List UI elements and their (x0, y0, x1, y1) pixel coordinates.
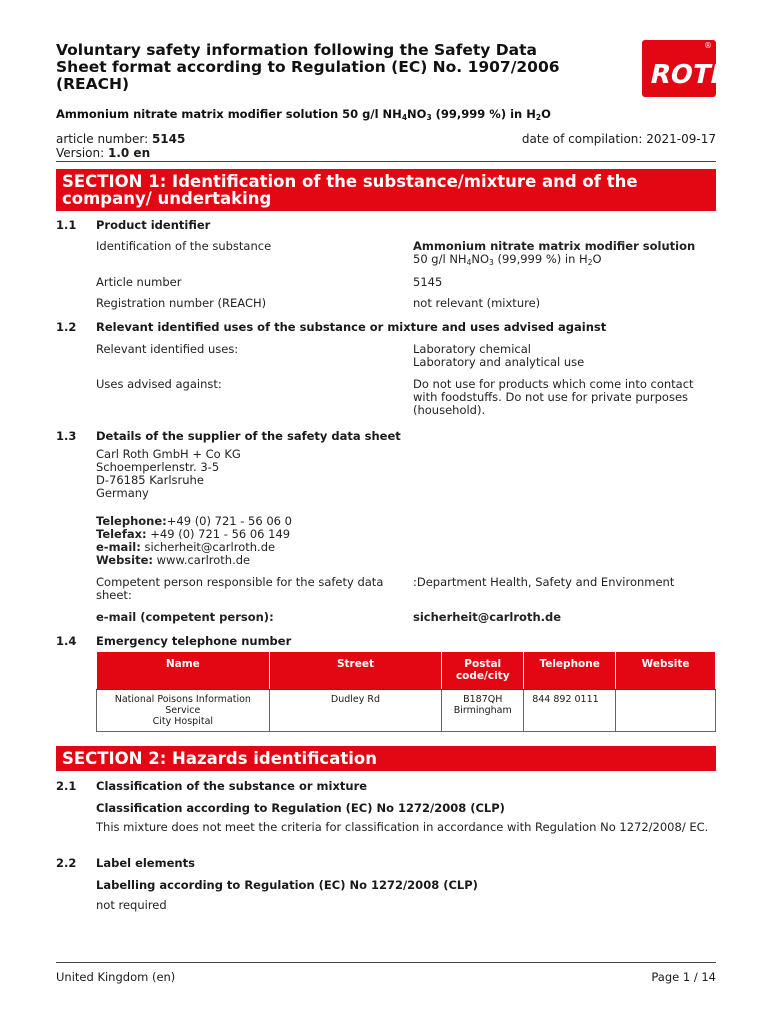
subsection-heading: Emergency telephone number (96, 634, 292, 648)
field-label: Registration number (REACH) (96, 296, 267, 310)
supplier-contacts: Telephone:+49 (0) 721 - 56 06 0 Telefax: +49 (0) 721 - 56 06 149 e-mail: sicherheit@carlroth.de Website: www.carlroth.de (96, 514, 292, 567)
section-number: 2.1 (56, 779, 77, 793)
footer-divider (56, 962, 716, 963)
column-header: Name (97, 652, 270, 690)
section-number: 1.1 (56, 218, 77, 232)
cell-website (616, 690, 716, 732)
column-header: Website (616, 652, 716, 690)
telephone-value: +49 (0) 721 - 56 06 0 (166, 514, 292, 528)
section-number: 1.3 (56, 429, 77, 443)
uses-advised-against-value: Do not use for products which come into contact with foodstuffs. Do not use for private purposes (household). (413, 377, 694, 417)
table-header-row (97, 652, 716, 690)
telefax-value: +49 (0) 721 - 56 06 149 (146, 527, 291, 541)
labelling-text: not required (96, 898, 167, 912)
subsection-heading: Product identifier (96, 218, 211, 232)
field-label: Relevant identified uses: (96, 342, 239, 356)
field-label: Identification of the substance (96, 239, 272, 253)
field-label: Uses advised against: (96, 377, 222, 391)
cell-postal: B187QH Birmingham (442, 690, 524, 732)
registration-number-value: not relevant (mixture) (413, 296, 541, 310)
section-2-heading: SECTION 2: Hazards identification (56, 746, 716, 771)
website-link[interactable]: www.carlroth.de (153, 553, 251, 567)
section-1-heading: SECTION 1: Identification of the substance/mixture and of the company/ undertaking (56, 169, 716, 211)
article-number: 5145 (151, 132, 186, 146)
emergency-contact-table (96, 651, 716, 732)
labelling-subheading: Labelling according to Regulation (EC) No 1272/2008 (CLP) (96, 878, 478, 892)
field-label: e-mail (competent person): (96, 610, 274, 624)
identified-uses-value: Laboratory chemical Laboratory and analytical use (413, 342, 585, 369)
registered-mark: ® (704, 41, 712, 50)
column-header: Street (269, 652, 442, 690)
table-row (97, 690, 716, 732)
cell-telephone: 844 892 0111 (524, 690, 616, 732)
competent-person-value: :Department Health, Safety and Environment (413, 575, 675, 589)
competent-email-link[interactable]: sicherheit@carlroth.de (413, 610, 562, 624)
compilation-date: date of compilation: 2021-09-17 (521, 132, 716, 146)
footer-country: United Kingdom (en) (56, 970, 176, 984)
subsection-heading: Classification of the substance or mixture (96, 779, 368, 793)
logo-wordmark: ROTH (647, 60, 736, 90)
classification-text: This mixture does not meet the criteria for classification in accordance with Regulation No 1272/2008/ EC. (96, 820, 709, 834)
product-name-line: Ammonium nitrate matrix modifier solution 50 g/l $NH_4NO_3$ (99,999 %) in $H_2O$ (56, 107, 551, 122)
version-number: 1.0 en (108, 145, 151, 160)
column-header: Telephone (524, 652, 616, 690)
email-link[interactable]: sicherheit@carlroth.de (140, 540, 276, 554)
subsection-heading: Relevant identified uses of the substance or mixture and uses advised against (96, 320, 607, 334)
supplier-address: Carl Roth GmbH + Co KG Schoemperlenstr. 3-5 D-76185 Karlsruhe Germany (96, 447, 241, 500)
subsection-heading: Label elements (96, 856, 195, 870)
subsection-heading: Details of the supplier of the safety data sheet (96, 429, 401, 443)
column-header: Postal code/city (442, 652, 524, 690)
section-number: 2.2 (56, 856, 77, 870)
roth-logo (642, 40, 736, 97)
article-number-value: 5145 (413, 275, 443, 289)
field-label: Article number (96, 275, 182, 289)
section-number: 1.2 (56, 320, 77, 334)
article-meta: article number: 5145 Version: 1.0 en (56, 132, 186, 160)
document-title: Voluntary safety information following the Safety Data Sheet format according to Regulation (EC) No. 1907/2006 (REACH) (56, 41, 560, 93)
substance-identification: Ammonium nitrate matrix modifier solution 50 g/l $NH_4NO_3$ (99,999 %) in $H_2O$ (413, 239, 696, 267)
field-label: Competent person responsible for the safety data sheet: (96, 575, 384, 602)
page-number: Page 1 / 14 (651, 970, 716, 984)
cell-name: National Poisons Information Service City Hospital (97, 690, 270, 732)
cell-street: Dudley Rd (269, 690, 442, 732)
section-number: 1.4 (56, 634, 77, 648)
header-divider (56, 161, 716, 162)
classification-subheading: Classification according to Regulation (EC) No 1272/2008 (CLP) (96, 801, 505, 815)
